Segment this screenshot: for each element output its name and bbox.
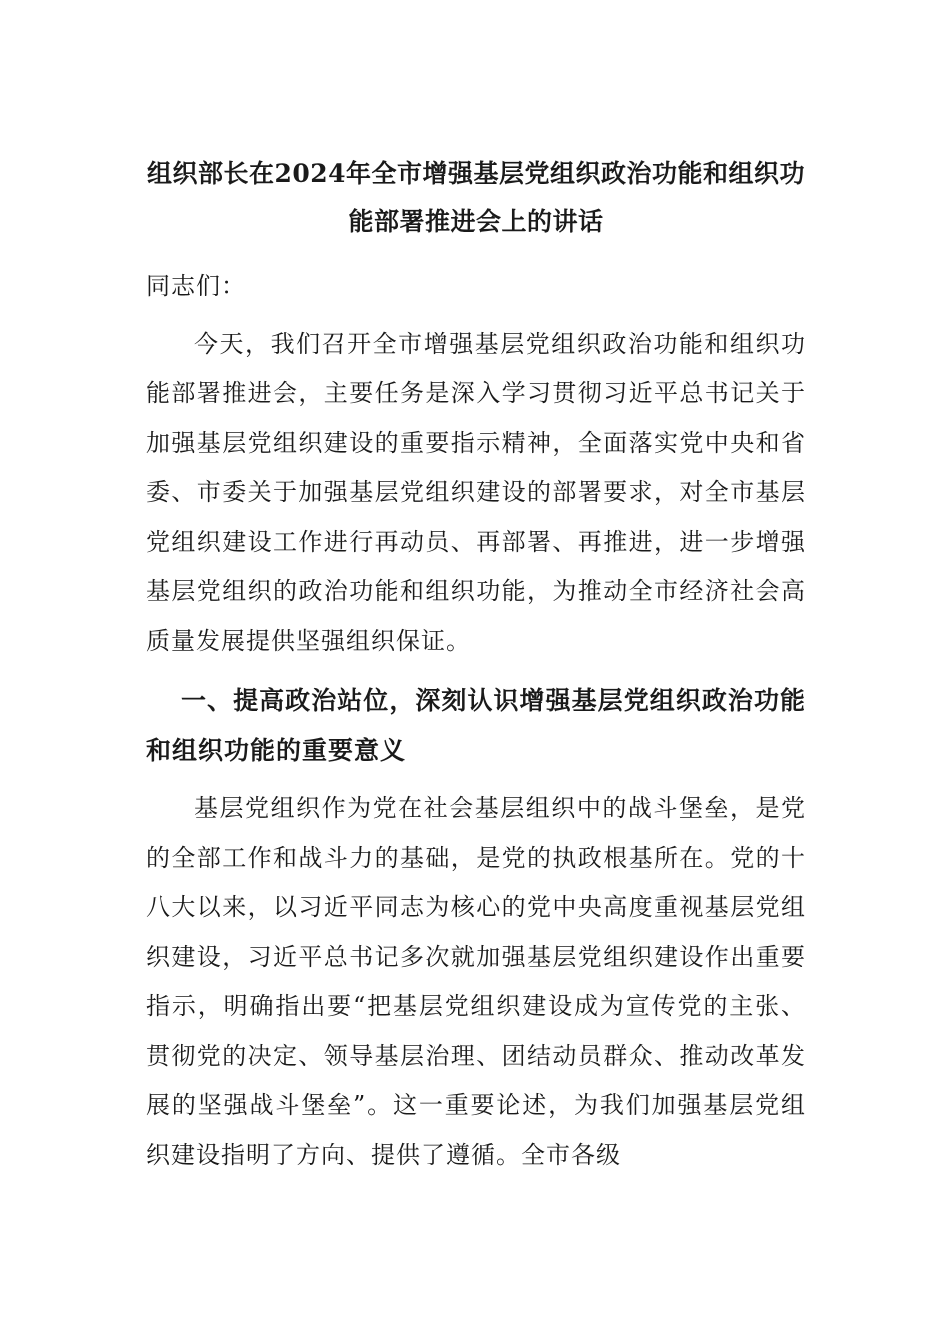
document-body [146,150,806,1180]
document-title: 组织部长在2024年全市增强基层党组织政治功能和组织功能部署推进会上的讲话 [146,159,806,236]
salutation: 同志们： [146,272,246,300]
paragraph-intro: 今天，我们召开全市增强基层党组织政治功能和组织功能部署推进会，主要任务是深入学习贯彻习近平总书记关于加强基层党组织建设的重要指示精神，全面落实党中央和省委、市委关于加强基层党组织建设的部署要求，对全市基层党组织建设工作进行再动员、再部署、再推进，进一步增强基层党组织的政治功能和组织功能，为推动全市经济社会高质量发展提供坚强组织保证。 [146,329,806,655]
section-heading-1: 一、提高政治站位，深刻认识增强基层党组织政治功能和组织功能的重要意义 [146,686,806,765]
paragraph-section-1: 基层党组织作为党在社会基层组织中的战斗堡垒，是党的全部工作和战斗力的基础，是党的执政根基所在。党的十八大以来，以习近平同志为核心的党中央高度重视基层党组织建设，习近平总书记多次就加强基层党组织建设作出重要指示，明确指出要“把基层党组织建设成为宣传党的主张、贯彻党的决定、领导基层治理、团结动员群众、推动改革发展的坚强战斗堡垒”。这一重要论述，为我们加强基层党组织建设指明了方向、提供了遵循。全市各级 [146,794,806,1169]
